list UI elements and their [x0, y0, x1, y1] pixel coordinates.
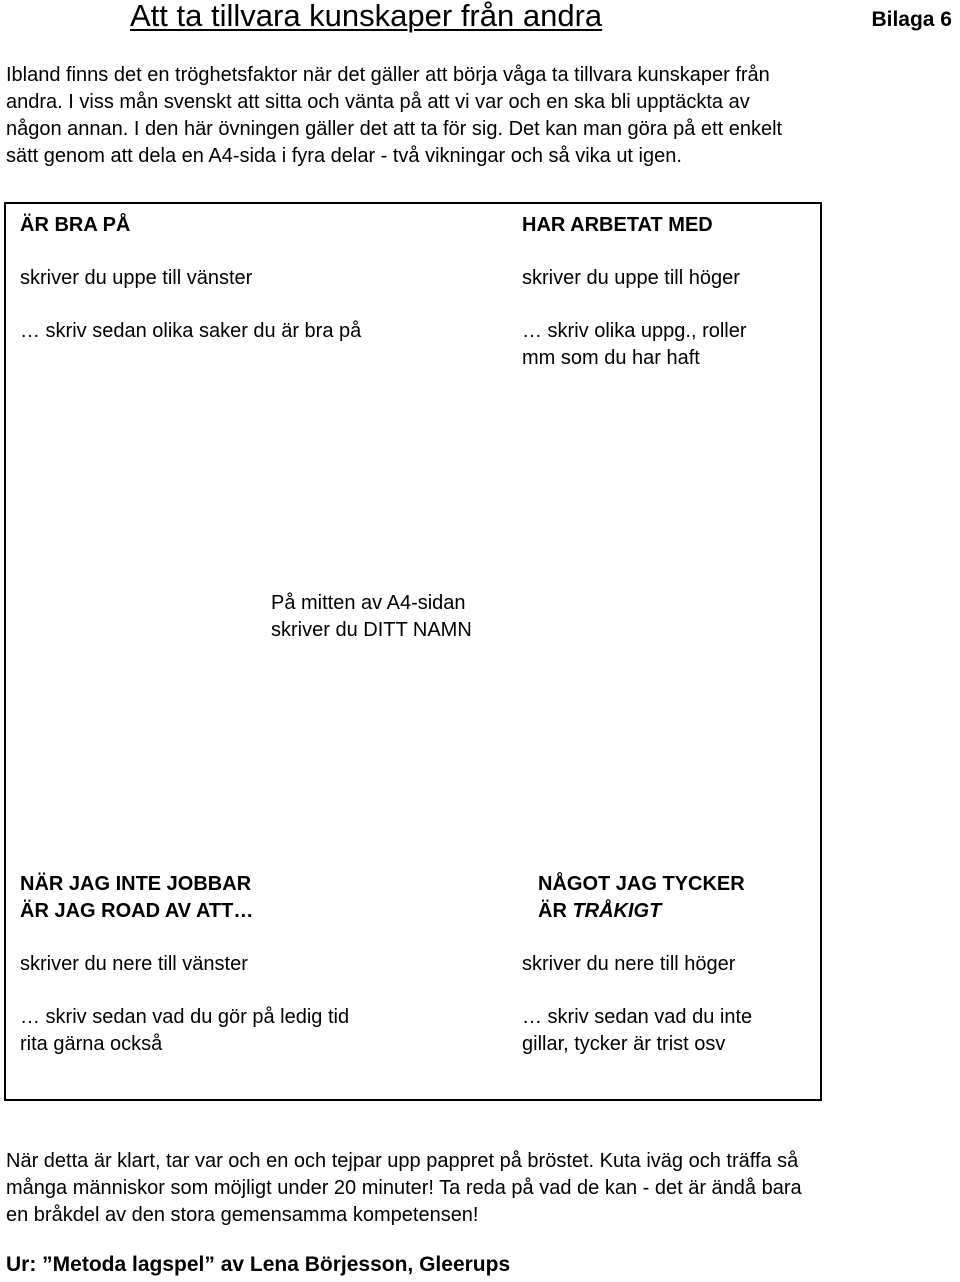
intro-line: någon annan. I den här övningen gäller det att ta för sig. Det kan man göra på ett enkelt — [6, 118, 783, 140]
quadrant-top-left — [20, 212, 361, 345]
intro-line: Ibland finns det en tröghetsfaktor när det gäller att börja våga ta tillvara kunskaper från — [6, 64, 770, 86]
center-line: skriver du DITT NAMN — [271, 619, 472, 641]
quadrant-instruction: … skriv olika uppg., roller — [522, 320, 747, 342]
page-title: Att ta tillvara kunskaper från andra — [130, 0, 603, 33]
quadrant-instruction: … skriv sedan vad du gör på ledig tid — [20, 1006, 350, 1028]
quadrant-heading: ÄR JAG ROAD AV ATT… — [20, 900, 254, 922]
quadrant-instruction: … skriv sedan olika saker du är bra på — [20, 320, 362, 342]
source-citation: Ur: ”Metoda lagspel” av Lena Börjesson, Gleerups — [6, 1253, 511, 1276]
quadrant-position-text: skriver du uppe till vänster — [20, 267, 253, 289]
heading-prefix: ÄR — [538, 900, 573, 922]
heading-emphasis: TRÅKIGT — [572, 900, 662, 922]
quadrant-top-right — [522, 212, 747, 372]
quadrant-position-text: skriver du nere till vänster — [20, 953, 248, 975]
quadrant-heading: NÅGOT JAG TYCKER — [538, 873, 745, 895]
quadrant-bottom-left — [20, 871, 349, 1058]
quadrant-heading: HAR ARBETAT MED — [522, 214, 713, 236]
appendix-label: Bilaga 6 — [871, 8, 952, 31]
quadrant-heading: ÄR BRA PÅ — [20, 214, 131, 236]
quadrant-instruction: rita gärna också — [20, 1033, 163, 1055]
quadrant-heading — [522, 898, 752, 925]
outro-paragraph — [6, 1148, 802, 1229]
quadrant-instruction: gillar, tycker är trist osv — [522, 1033, 726, 1055]
intro-line: sätt genom att dela en A4-sida i fyra delar - två vikningar och så vika ut igen. — [6, 145, 682, 167]
quadrant-position-text: skriver du uppe till höger — [522, 267, 740, 289]
intro-paragraph — [6, 62, 782, 170]
intro-line: andra. I viss mån svenskt att sitta och vänta på att vi var och en ska bli upptäckta av — [6, 91, 750, 113]
quadrant-bottom-right — [522, 871, 752, 1058]
center-line: På mitten av A4-sidan — [271, 592, 466, 614]
a4-sheet-box — [4, 202, 822, 1101]
quadrant-instruction: mm som du har haft — [522, 347, 700, 369]
quadrant-instruction: … skriv sedan vad du inte — [522, 1006, 753, 1028]
center-name-instruction — [271, 590, 472, 644]
outro-line: många människor som möjligt under 20 minuter! Ta reda på vad de kan - det är ändå bara — [6, 1177, 802, 1199]
outro-line: en bråkdel av den stora gemensamma kompetensen! — [6, 1204, 479, 1226]
quadrant-heading: NÄR JAG INTE JOBBAR — [20, 873, 252, 895]
quadrant-position-text: skriver du nere till höger — [522, 953, 736, 975]
outro-line: När detta är klart, tar var och en och tejpar upp pappret på bröstet. Kuta iväg och träffa så — [6, 1150, 799, 1172]
